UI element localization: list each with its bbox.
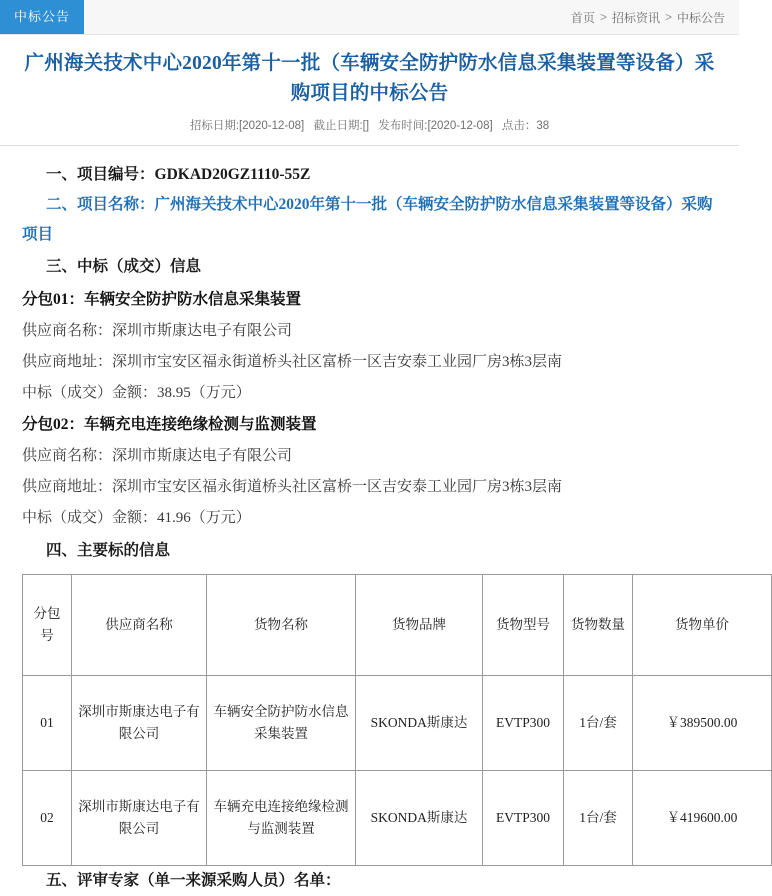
section-experts-heading: 五、评审专家（单一来源采购人员）名单：	[46, 872, 341, 889]
section-project-name	[22, 190, 717, 250]
col-header-package-no: 分包号	[23, 575, 72, 676]
package-02-amount-label: 中标（成交）金额：	[22, 510, 158, 526]
package-01-address	[22, 347, 717, 378]
col-header-supplier: 供应商名称	[72, 575, 207, 676]
section-award-info-heading: 三、中标（成交）信息	[46, 258, 202, 275]
col-header-quantity: 货物数量	[564, 575, 633, 676]
cell-quantity: 1台/套	[564, 676, 633, 771]
meta-publish-date: 发布时间:[2020-12-08]	[378, 120, 493, 132]
goods-table-body	[23, 676, 772, 866]
breadcrumb-item-home[interactable]: 首页	[570, 10, 595, 25]
package-01-supplier-value: 深圳市斯康达电子有限公司	[112, 323, 293, 339]
cell-brand: SKONDA斯康达	[356, 676, 483, 771]
cell-supplier: 深圳市斯康达电子有限公司	[72, 676, 207, 771]
meta-bid-date: 招标日期:[2020-12-08]	[189, 120, 305, 132]
breadcrumb-separator-icon: >	[599, 10, 607, 24]
cell-supplier: 深圳市斯康达电子有限公司	[72, 771, 207, 866]
meta-end-date: 截止日期:[]	[313, 120, 370, 132]
package-01-amount	[22, 378, 717, 409]
cell-model: EVTP300	[483, 771, 564, 866]
col-header-brand: 货物品牌	[356, 575, 483, 676]
package-02-address	[22, 472, 717, 503]
package-01-title: 分包01：车辆安全防护防水信息采集装置	[22, 291, 302, 308]
cell-quantity: 1台/套	[564, 771, 633, 866]
package-01-amount-value: 38.95（万元）	[157, 385, 251, 401]
package-02-amount-value: 41.96（万元）	[157, 510, 251, 526]
package-01-amount-label: 中标（成交）金额：	[22, 385, 158, 401]
breadcrumb-item-current: 中标公告	[676, 10, 725, 25]
goods-table-head	[23, 575, 772, 676]
cell-brand: SKONDA斯康达	[356, 771, 483, 866]
page-category-tab[interactable]: 中标公告	[0, 0, 84, 34]
document-meta	[18, 117, 721, 135]
package-02-address-label: 供应商地址：	[22, 479, 113, 495]
document-header	[0, 35, 739, 146]
package-01-supplier	[22, 316, 717, 347]
package-02-title: 分包02：车辆充电连接绝缘检测与监测装置	[22, 416, 317, 433]
package-02-supplier-value: 深圳市斯康达电子有限公司	[112, 448, 293, 464]
table-row	[23, 771, 772, 866]
package-01-supplier-label: 供应商名称：	[22, 323, 113, 339]
section-project-name-value: 广州海关技术中心2020年第十一批（车辆安全防护防水信息采集装置等设备）采购项目	[22, 196, 713, 243]
cell-unit-price: ￥389500.00	[633, 676, 772, 771]
document-body	[0, 146, 739, 889]
cell-goods-name: 车辆充电连接绝缘检测与监测装置	[207, 771, 356, 866]
section-goods-heading: 四、主要标的信息	[46, 542, 171, 559]
breadcrumb	[571, 0, 739, 34]
col-header-goods-name: 货物名称	[207, 575, 356, 676]
cell-package-no: 02	[23, 771, 72, 866]
meta-hits: 点击：38	[501, 120, 550, 132]
package-01-address-label: 供应商地址：	[22, 354, 113, 370]
section-project-number-value: GDKAD20GZ1110-55Z	[154, 166, 311, 183]
table-header-row	[23, 575, 772, 676]
section-project-number	[22, 160, 717, 190]
breadcrumb-separator-icon: >	[664, 10, 672, 24]
package-01-address-value: 深圳市宝安区福永街道桥头社区富桥一区吉安泰工业园厂房3栋3层南	[112, 354, 563, 370]
package-02-amount	[22, 503, 717, 534]
cell-unit-price: ￥419600.00	[633, 771, 772, 866]
package-02-supplier-label: 供应商名称：	[22, 448, 113, 464]
cell-model: EVTP300	[483, 676, 564, 771]
col-header-unit-price: 货物单价	[633, 575, 772, 676]
breadcrumb-item-news[interactable]: 招标资讯	[611, 10, 660, 25]
section-project-number-label: 一、项目编号：	[46, 166, 155, 183]
goods-table	[22, 574, 772, 866]
cell-package-no: 01	[23, 676, 72, 771]
table-row	[23, 676, 772, 771]
section-project-name-label: 二、项目名称：	[46, 196, 155, 213]
package-02-address-value: 深圳市宝安区福永街道桥头社区富桥一区吉安泰工业园厂房3栋3层南	[112, 479, 563, 495]
page-title: 广州海关技术中心2020年第十一批（车辆安全防护防水信息采集装置等设备）采购项目的中标公告	[24, 53, 715, 104]
cell-goods-name: 车辆安全防护防水信息采集装置	[207, 676, 356, 771]
col-header-model: 货物型号	[483, 575, 564, 676]
top-bar	[0, 0, 739, 35]
package-02-supplier	[22, 441, 717, 472]
